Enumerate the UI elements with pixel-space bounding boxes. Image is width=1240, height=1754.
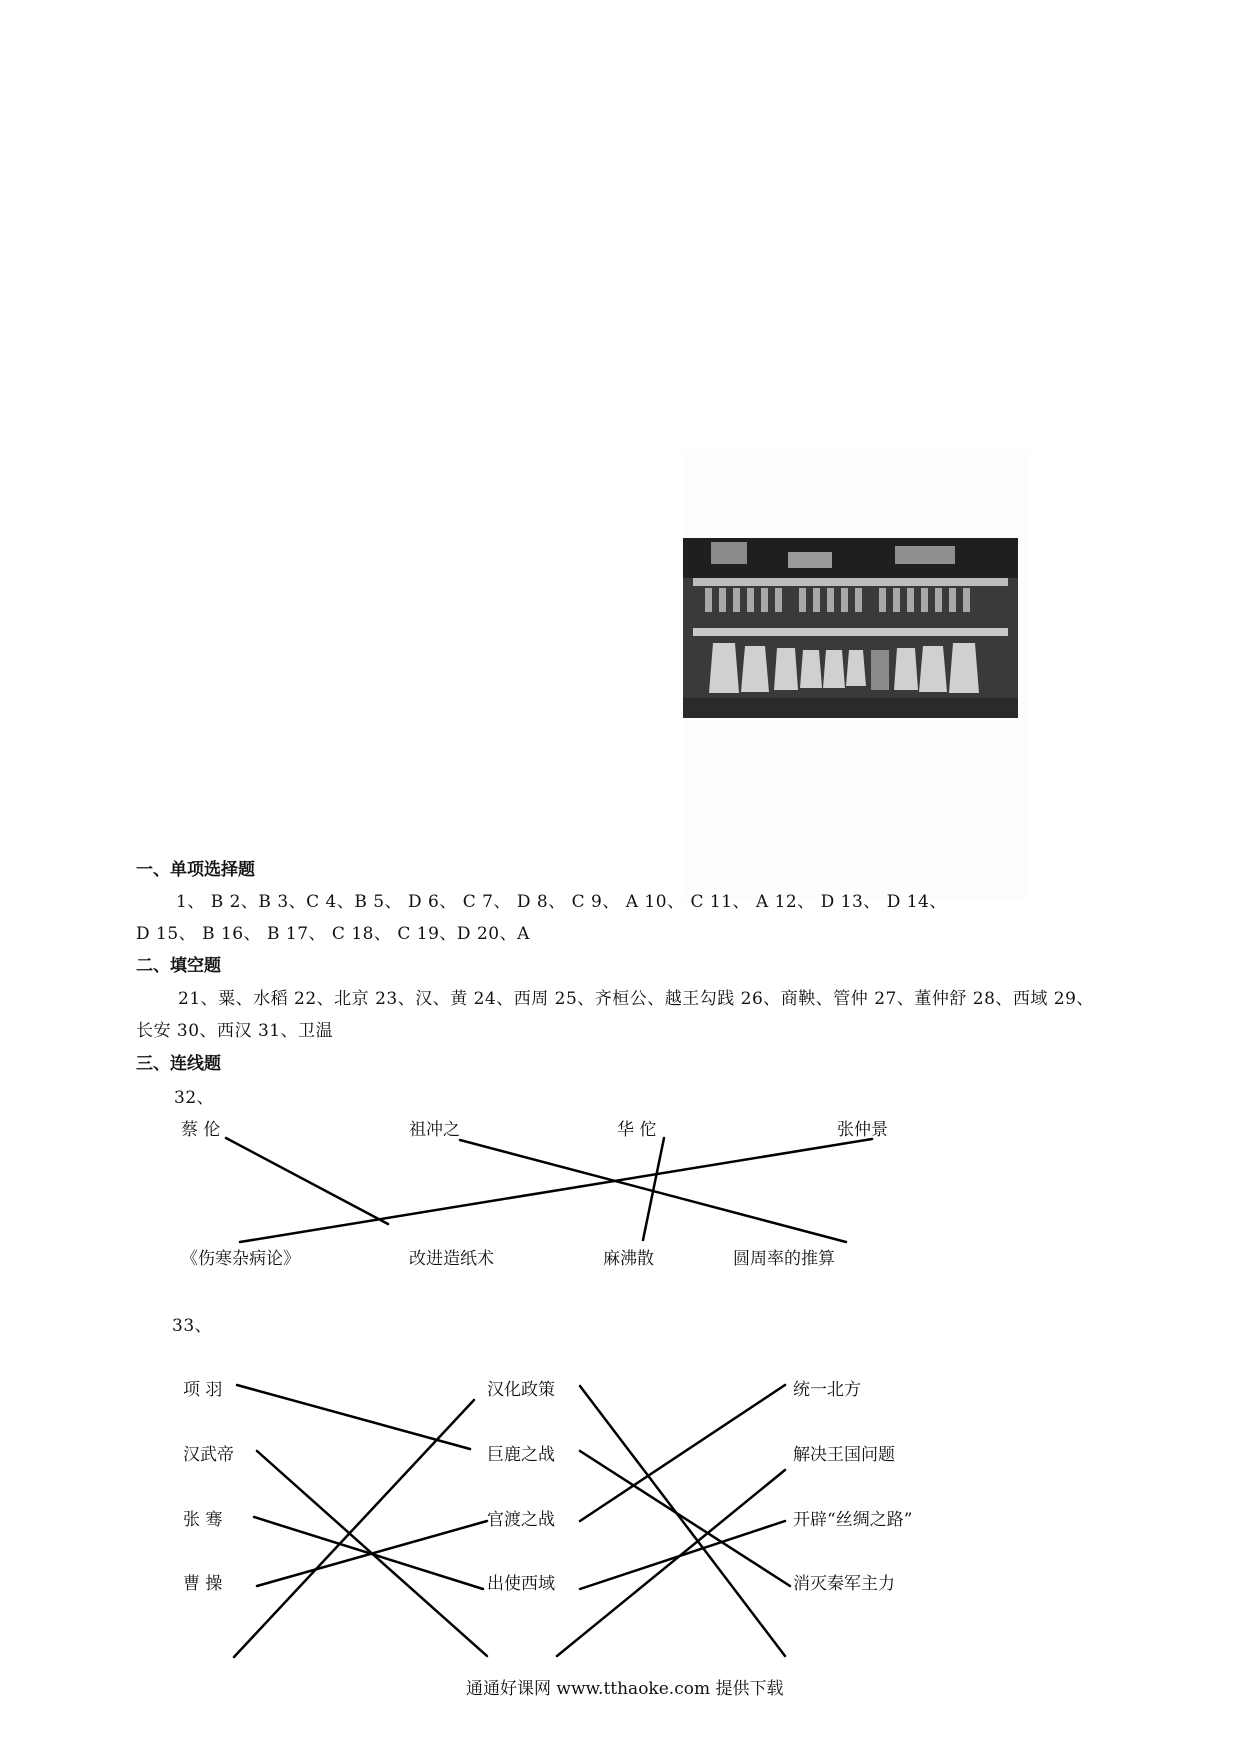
q33-line — [580, 1386, 785, 1656]
q33-result: 统一北方 — [793, 1380, 861, 1400]
q33-result: 消灭秦军主力 — [793, 1574, 895, 1594]
fill-answers-line-2: 长安 30、西汉 31、卫温 — [136, 1021, 334, 1041]
q32-line — [226, 1138, 388, 1224]
q33-person: 汉武帝 — [183, 1445, 234, 1465]
footer-credit: 通通好课网 www.tthaoke.com 提供下载 — [466, 1679, 784, 1699]
q33-event: 出使西域 — [487, 1574, 555, 1594]
q33-result: 开辟“丝绸之路” — [793, 1510, 913, 1530]
answers-line-1: 1、 B 2、B 3、C 4、B 5、 D 6、 C 7、 D 8、 C 9、 A 10、 C 11、 A 12、 D 13、 D 14、 — [176, 892, 947, 912]
q33-person: 张 骞 — [183, 1510, 223, 1530]
q33-line — [257, 1521, 487, 1586]
q33-line — [557, 1470, 785, 1656]
section-1-heading: 一、单项选择题 — [136, 860, 255, 880]
q33-line — [580, 1385, 785, 1521]
q32-number: 32、 — [174, 1088, 215, 1108]
q32-top-item: 华 佗 — [617, 1120, 657, 1140]
fill-answers-line-1: 21、粟、水稻 22、北京 23、汉、黄 24、西周 25、齐桓公、越王勾践 26、商鞅、管仲 27、董仲舒 28、西域 29、 — [178, 989, 1094, 1009]
q32-bottom-item: 改进造纸术 — [409, 1249, 494, 1269]
q33-line — [580, 1451, 790, 1586]
q32-line — [240, 1139, 872, 1242]
q33-event: 汉化政策 — [487, 1380, 555, 1400]
q32-bottom-item: 《伤寒杂病论》 — [181, 1249, 300, 1269]
answers-line-2: D 15、 B 16、 B 17、 C 18、 C 19、D 20、A — [136, 924, 530, 944]
q32-bottom-item: 圆周率的推算 — [733, 1249, 835, 1269]
q33-person: 曹 操 — [183, 1574, 223, 1594]
q32-top-item: 张仲景 — [837, 1120, 888, 1140]
q33-event: 巨鹿之战 — [487, 1445, 555, 1465]
q32-bottom-item: 麻沸散 — [603, 1249, 654, 1269]
q33-line — [234, 1400, 474, 1657]
q33-result: 解决王国问题 — [793, 1445, 895, 1465]
q33-event: 官渡之战 — [487, 1510, 555, 1530]
q33-number: 33、 — [172, 1316, 213, 1336]
q33-line — [237, 1385, 470, 1449]
section-2-heading: 二、填空题 — [136, 956, 221, 976]
q33-person: 项 羽 — [183, 1380, 223, 1400]
q32-top-item: 蔡 伦 — [181, 1120, 221, 1140]
q32-top-item: 祖冲之 — [409, 1120, 460, 1140]
section-3-heading: 三、连线题 — [136, 1054, 221, 1074]
